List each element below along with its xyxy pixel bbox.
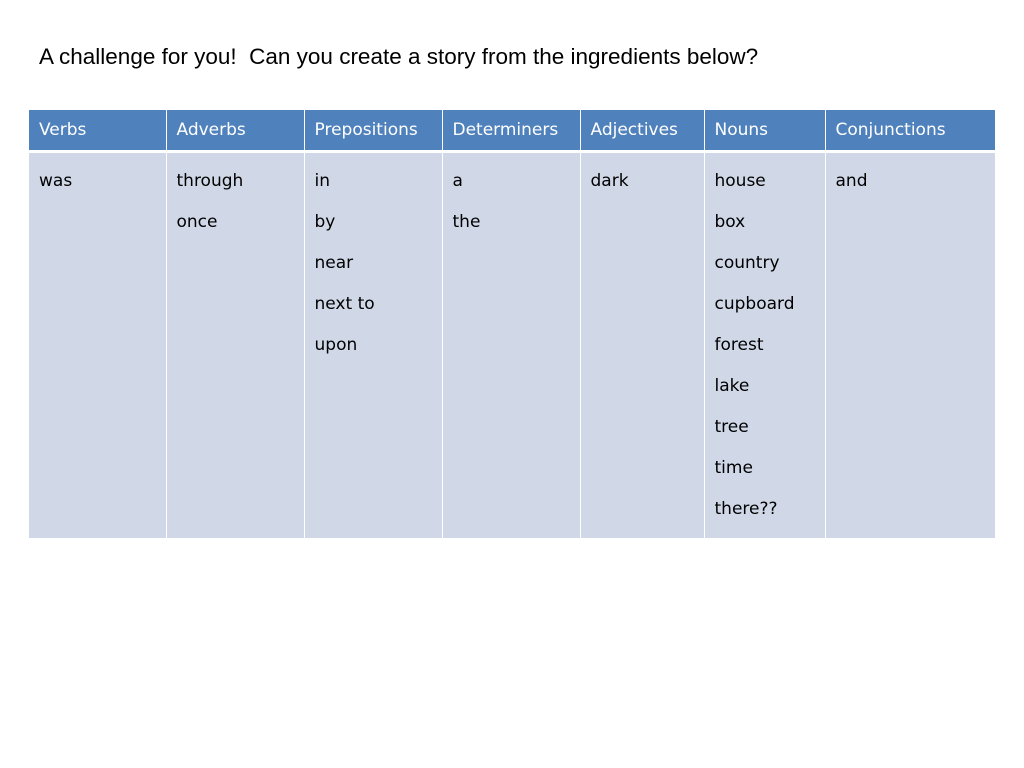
word-item: cupboard	[714, 294, 795, 314]
nouns-cell	[704, 152, 825, 539]
table-header-row	[29, 110, 995, 152]
word-item: lake	[714, 376, 750, 396]
column-header-nouns: Nouns	[704, 110, 825, 152]
verbs-cell	[29, 152, 166, 539]
word-item: in	[314, 171, 330, 191]
determiners-cell	[442, 152, 580, 539]
word-item: the	[452, 212, 481, 232]
conjunctions-cell	[825, 152, 995, 539]
word-item: near	[314, 253, 354, 273]
word-item: tree	[714, 417, 749, 437]
word-item: once	[176, 212, 218, 232]
word-item: next to	[314, 294, 375, 314]
word-item: forest	[714, 335, 764, 355]
word-item: country	[714, 253, 780, 273]
column-header-verbs: Verbs	[29, 110, 166, 152]
word-item: and	[835, 171, 868, 191]
word-item: dark	[590, 171, 629, 191]
word-item: house	[714, 171, 766, 191]
adverbs-cell	[166, 152, 304, 539]
prepositions-cell	[304, 152, 442, 539]
word-item: through	[176, 171, 244, 191]
word-item: time	[714, 458, 753, 478]
word-item: box	[714, 212, 746, 232]
challenge-prompt: A challenge for you! Can you create a story from the ingredients below?	[39, 44, 759, 69]
word-item: by	[314, 212, 336, 232]
column-header-prepositions: Prepositions	[304, 110, 442, 152]
word-item: a	[452, 171, 463, 191]
word-item: there??	[714, 499, 778, 519]
column-header-adverbs: Adverbs	[166, 110, 304, 152]
table-body-row	[29, 152, 995, 539]
column-header-conjunctions: Conjunctions	[825, 110, 995, 152]
word-item: upon	[314, 335, 358, 355]
word-item: was	[39, 171, 73, 191]
adjectives-cell	[580, 152, 704, 539]
parts-of-speech-table	[29, 110, 995, 538]
column-header-determiners: Determiners	[442, 110, 580, 152]
column-header-adjectives: Adjectives	[580, 110, 704, 152]
